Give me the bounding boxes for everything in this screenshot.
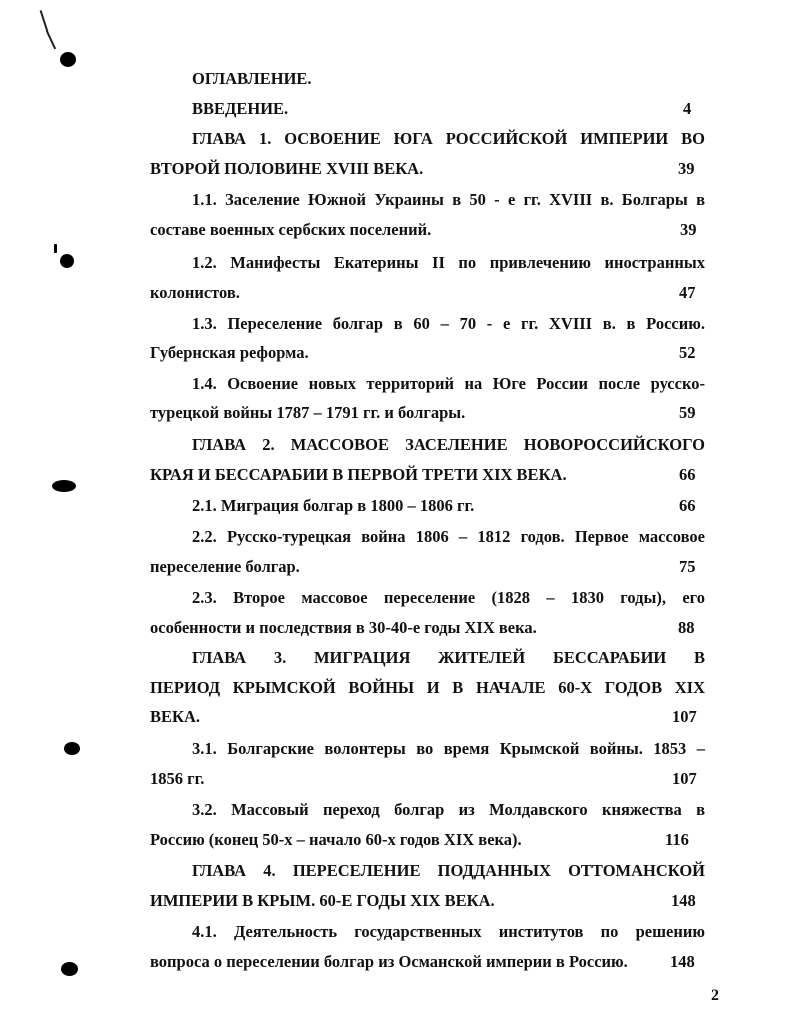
toc-entry-section-4-1[interactable]: 4.1. Деятельность государственных институтов по решению: [192, 922, 705, 941]
binder-hole-mark: [61, 962, 78, 976]
toc-page: 66: [679, 496, 696, 515]
toc-entry-chapter-1-cont: ВТОРОЙ ПОЛОВИНЕ XVIII ВЕКА. 39: [150, 159, 695, 178]
toc-entry-section-3-1[interactable]: 3.1. Болгарские волонтеры во время Крымской войны. 1853 –: [192, 739, 705, 758]
toc-entry-intro[interactable]: ВВЕДЕНИЕ. 4: [192, 99, 692, 118]
toc-page: 4: [683, 99, 692, 118]
page-number: 2: [711, 987, 719, 1004]
toc-entry-section-3-1-cont: 1856 гг. 107: [150, 769, 697, 788]
toc-entry-section-1-4-cont: турецкой войны 1787 – 1791 гг. и болгары. 59: [150, 403, 696, 422]
toc-page: 75: [679, 557, 696, 576]
toc-entry-section-2-2[interactable]: 2.2. Русско-турецкая война 1806 – 1812 годов. Первое массовое: [192, 527, 705, 546]
toc-page: 52: [679, 343, 696, 362]
toc-entry-section-2-2-cont: переселение болгар. 75: [150, 557, 696, 576]
toc-entry-chapter-2-cont: КРАЯ И БЕССАРАБИИ В ПЕРВОЙ ТРЕТИ XIX ВЕКА. 66: [150, 465, 696, 484]
toc-page: 59: [679, 403, 696, 422]
toc-entry-chapter-3-cont: ВЕКА. 107: [150, 707, 697, 726]
toc-page: 107: [672, 769, 697, 788]
binder-hole-mark: [60, 52, 76, 67]
toc-entry-section-1-2-cont: колонистов. 47: [150, 283, 696, 302]
scan-scratch: [40, 10, 48, 31]
toc-entry-section-2-3-cont: особенности и последствия в 30-40-е годы XIX века. 88: [150, 618, 695, 637]
toc-entry-chapter-3[interactable]: ГЛАВА 3. МИГРАЦИЯ ЖИТЕЛЕЙ БЕССАРАБИИ В: [192, 648, 705, 667]
toc-page: 39: [678, 159, 695, 178]
toc-entry-chapter-4-cont: ИМПЕРИИ В КРЫМ. 60-Е ГОДЫ XIX ВЕКА. 148: [150, 891, 696, 910]
toc-entry-chapter-2[interactable]: ГЛАВА 2. МАССОВОЕ ЗАСЕЛЕНИЕ НОВОРОССИЙСКОГО: [192, 435, 705, 454]
toc-entry-section-1-4[interactable]: 1.4. Освоение новых территорий на Юге России после русско-: [192, 374, 705, 393]
toc-entry-section-4-1-cont: вопроса о переселении болгар из Османской империи в Россию. 148: [150, 952, 695, 971]
toc-entry-section-2-3[interactable]: 2.3. Второе массовое переселение (1828 – 1830 годы), его: [192, 588, 705, 607]
toc-entry-chapter-1[interactable]: ГЛАВА 1. ОСВОЕНИЕ ЮГА РОССИЙСКОЙ ИМПЕРИИ ВО: [192, 129, 705, 148]
toc-page: 107: [672, 707, 697, 726]
toc-page: 88: [678, 618, 695, 637]
binder-hole-mark: [52, 480, 76, 492]
toc-entry-section-3-2[interactable]: 3.2. Массовый переход болгар из Молдавского княжества в: [192, 800, 705, 819]
toc-entry-chapter-4[interactable]: ГЛАВА 4. ПЕРЕСЕЛЕНИЕ ПОДДАННЫХ ОТТОМАНСКОЙ: [192, 861, 705, 880]
toc-page: 116: [665, 830, 689, 849]
toc-entry-chapter-3-cont: ПЕРИОД КРЫМСКОЙ ВОЙНЫ И В НАЧАЛЕ 60-Х ГОДОВ XIX: [150, 678, 705, 697]
toc-entry-section-1-1-cont: составе военных сербских поселений. 39: [150, 220, 697, 239]
toc-entry-section-1-1[interactable]: 1.1. Заселение Южной Украины в 50 - е гг. XVIII в. Болгары в: [192, 190, 705, 209]
toc-entry-section-3-2-cont: Россию (конец 50-х – начало 60-х годов XIX века). 116: [150, 830, 689, 849]
toc-page: 148: [670, 952, 695, 971]
toc-entry-section-1-3[interactable]: 1.3. Переселение болгар в 60 – 70 - е гг. XVIII в. в Россию.: [192, 314, 705, 333]
toc-page: 148: [671, 891, 696, 910]
binder-hole-mark: [60, 254, 74, 268]
toc-entry-section-1-2[interactable]: 1.2. Манифесты Екатерины II по привлечению иностранных: [192, 253, 705, 272]
toc-entry-section-1-3-cont: Губернская реформа. 52: [150, 343, 696, 362]
toc-page: 47: [679, 283, 696, 302]
toc-entry-section-2-1[interactable]: 2.1. Миграция болгар в 1800 – 1806 гг. 66: [192, 496, 696, 515]
toc-page: 66: [679, 465, 696, 484]
binder-hole-mark: [64, 742, 80, 755]
toc-heading: ОГЛАВЛЕНИЕ.: [192, 69, 312, 88]
binder-hole-mark: [54, 244, 57, 253]
scan-scratch: [46, 31, 56, 50]
toc-page: 39: [680, 220, 697, 239]
